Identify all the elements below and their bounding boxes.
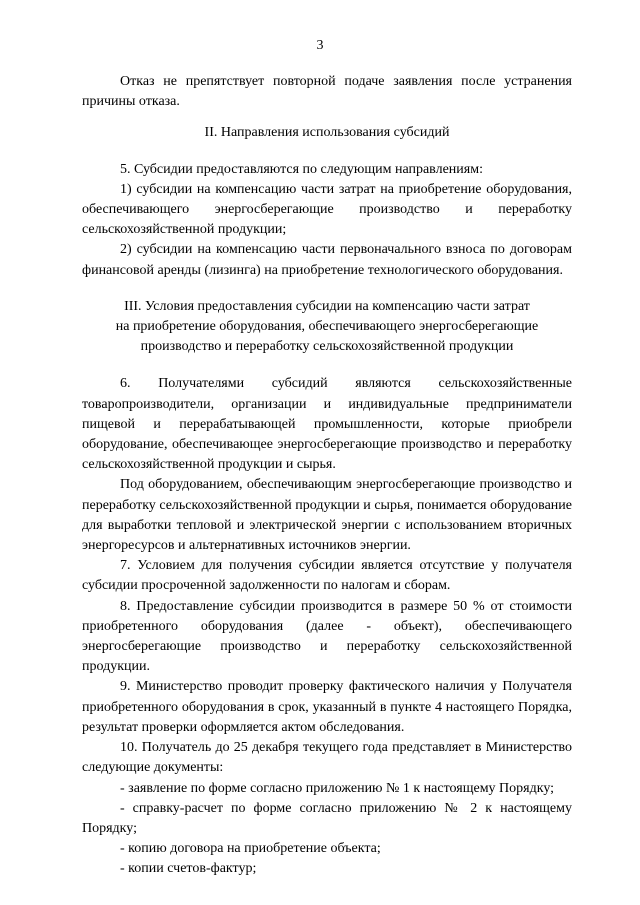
paragraph-10-item-2: - справку-расчет по форме согласно приложению № 2 к настоящему Порядку; — [82, 800, 572, 836]
paragraph-6: 6. Получателями субсидий являются сельскохозяйственные товаропроизводители, организации и индивидуальные предприниматели пищевой и перерабатывающей промышленности, которые приобрели оборудование, обеспечивающее энергосберегающие производство и переработку сельскохозяйственной продукции и сырья. — [82, 376, 572, 473]
section-heading-3-line-3: производство и переработку сельскохозяйственной продукции — [140, 339, 514, 355]
document-body — [82, 72, 572, 880]
paragraph-8: 8. Предоставление субсидии производится в размере 50 % от стоимости приобретенного оборудования (далее - объект), обеспечивающего энергосберегающие производство и переработку сельскохозяйственной продукции. — [82, 598, 572, 675]
section-heading-3-line-2: на приобретение оборудования, обеспечивающего энергосберегающие — [115, 319, 539, 335]
paragraph-10: 10. Получатель до 25 декабря текущего года представляет в Министерство следующие документы: — [82, 740, 572, 776]
paragraph-7: 7. Условием для получения субсидии является отсутствие у получателя субсидии просроченной задолженности по налогам и сборам. — [82, 558, 572, 594]
section-heading-3-line-1: III. Условия предоставления субсидии на компенсацию части затрат — [124, 298, 530, 314]
page-number: 3 — [316, 38, 324, 53]
paragraph-5-item-1: 1) субсидии на компенсацию части затрат на приобретение оборудования, обеспечивающего энергосберегающие производство и переработку сельскохозяйственной продукции; — [82, 181, 572, 238]
section-heading-3 — [82, 297, 572, 358]
paragraph-6-definition: Под оборудованием, обеспечивающим энергосберегающие производство и переработку сельскохозяйственной продукции и сырья, понимается оборудование для выработки тепловой и электрической энергии с использованием вторичных энергоресурсов и альтернативных источников энергии. — [82, 477, 572, 554]
paragraph-5-item-2: 2) субсидии на компенсацию части первоначального взноса по договорам финансовой аренды (лизинга) на приобретение технологического оборудования. — [82, 242, 572, 278]
paragraph-10-item-3: - копию договора на приобретение объекта; — [120, 841, 381, 857]
paragraph-10-item-4: - копии счетов-фактур; — [120, 861, 257, 877]
paragraph-10-item-1: - заявление по форме согласно приложению № 1 к настоящему Порядку; — [120, 780, 555, 796]
paragraph-9: 9. Министерство проводит проверку фактического наличия у Получателя приобретенного оборудования в срок, указанный в пункте 4 настоящего Порядка, результат проверки оформляется актом обследования. — [82, 679, 572, 735]
paragraph-5: 5. Субсидии предоставляются по следующим направлениям: — [120, 161, 483, 177]
section-heading-2: II. Направления использования субсидий — [204, 125, 450, 141]
paragraph-refusal: Отказ не препятствует повторной подаче заявления после устранения причины отказа. — [82, 74, 572, 110]
